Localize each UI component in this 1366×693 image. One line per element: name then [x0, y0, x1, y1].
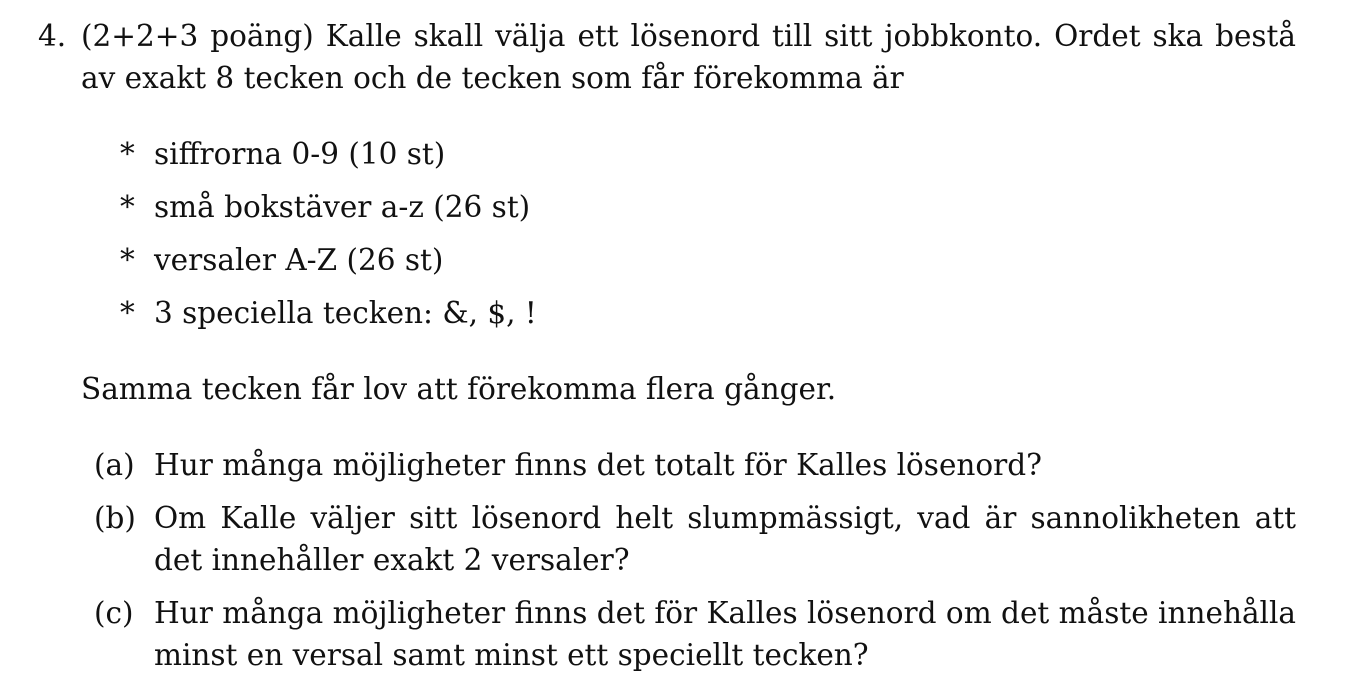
allowed-characters-list — [120, 130, 537, 342]
question-c — [94, 592, 1296, 676]
question-b — [94, 497, 1296, 581]
list-item — [120, 130, 537, 183]
list-item — [120, 289, 537, 342]
question-list — [94, 444, 1296, 687]
repetition-note: Samma tecken får lov att förekomma flera gånger. — [81, 372, 837, 406]
bullet-marker: * — [120, 137, 135, 171]
question-a — [94, 444, 1296, 486]
list-item — [120, 236, 537, 289]
bullet-marker: * — [120, 190, 135, 224]
question-label: (c) — [94, 596, 134, 630]
bullet-marker: * — [120, 243, 135, 277]
question-text: Hur många möjligheter finns det totalt för Kalles lösenord? — [154, 448, 1042, 482]
list-item-text: siffrorna 0-9 (10 st) — [154, 137, 446, 171]
list-item-text: versaler A-Z (26 st) — [154, 243, 444, 277]
list-item-text: små bokstäver a-z (26 st) — [154, 190, 531, 224]
question-label: (b) — [94, 501, 136, 535]
question-text: Om Kalle väljer sitt lösenord helt slumpmässigt, vad är sannolikheten att det innehåller exakt 2 versaler? — [154, 501, 1296, 577]
question-text: Hur många möjligheter finns det för Kalles lösenord om det måste innehålla minst en versal samt minst ett speciellt tecken? — [154, 596, 1296, 672]
list-item — [120, 183, 537, 236]
problem-number: 4. — [38, 19, 67, 53]
problem-intro: (2+2+3 poäng) Kalle skall välja ett lösenord till sitt jobbkonto. Ordet ska bestå av exakt 8 tecken och de tecken som får förekomma är — [81, 19, 1296, 95]
bullet-marker: * — [120, 296, 135, 330]
list-item-text: 3 speciella tecken: &, $, ! — [154, 296, 537, 330]
question-label: (a) — [94, 448, 135, 482]
